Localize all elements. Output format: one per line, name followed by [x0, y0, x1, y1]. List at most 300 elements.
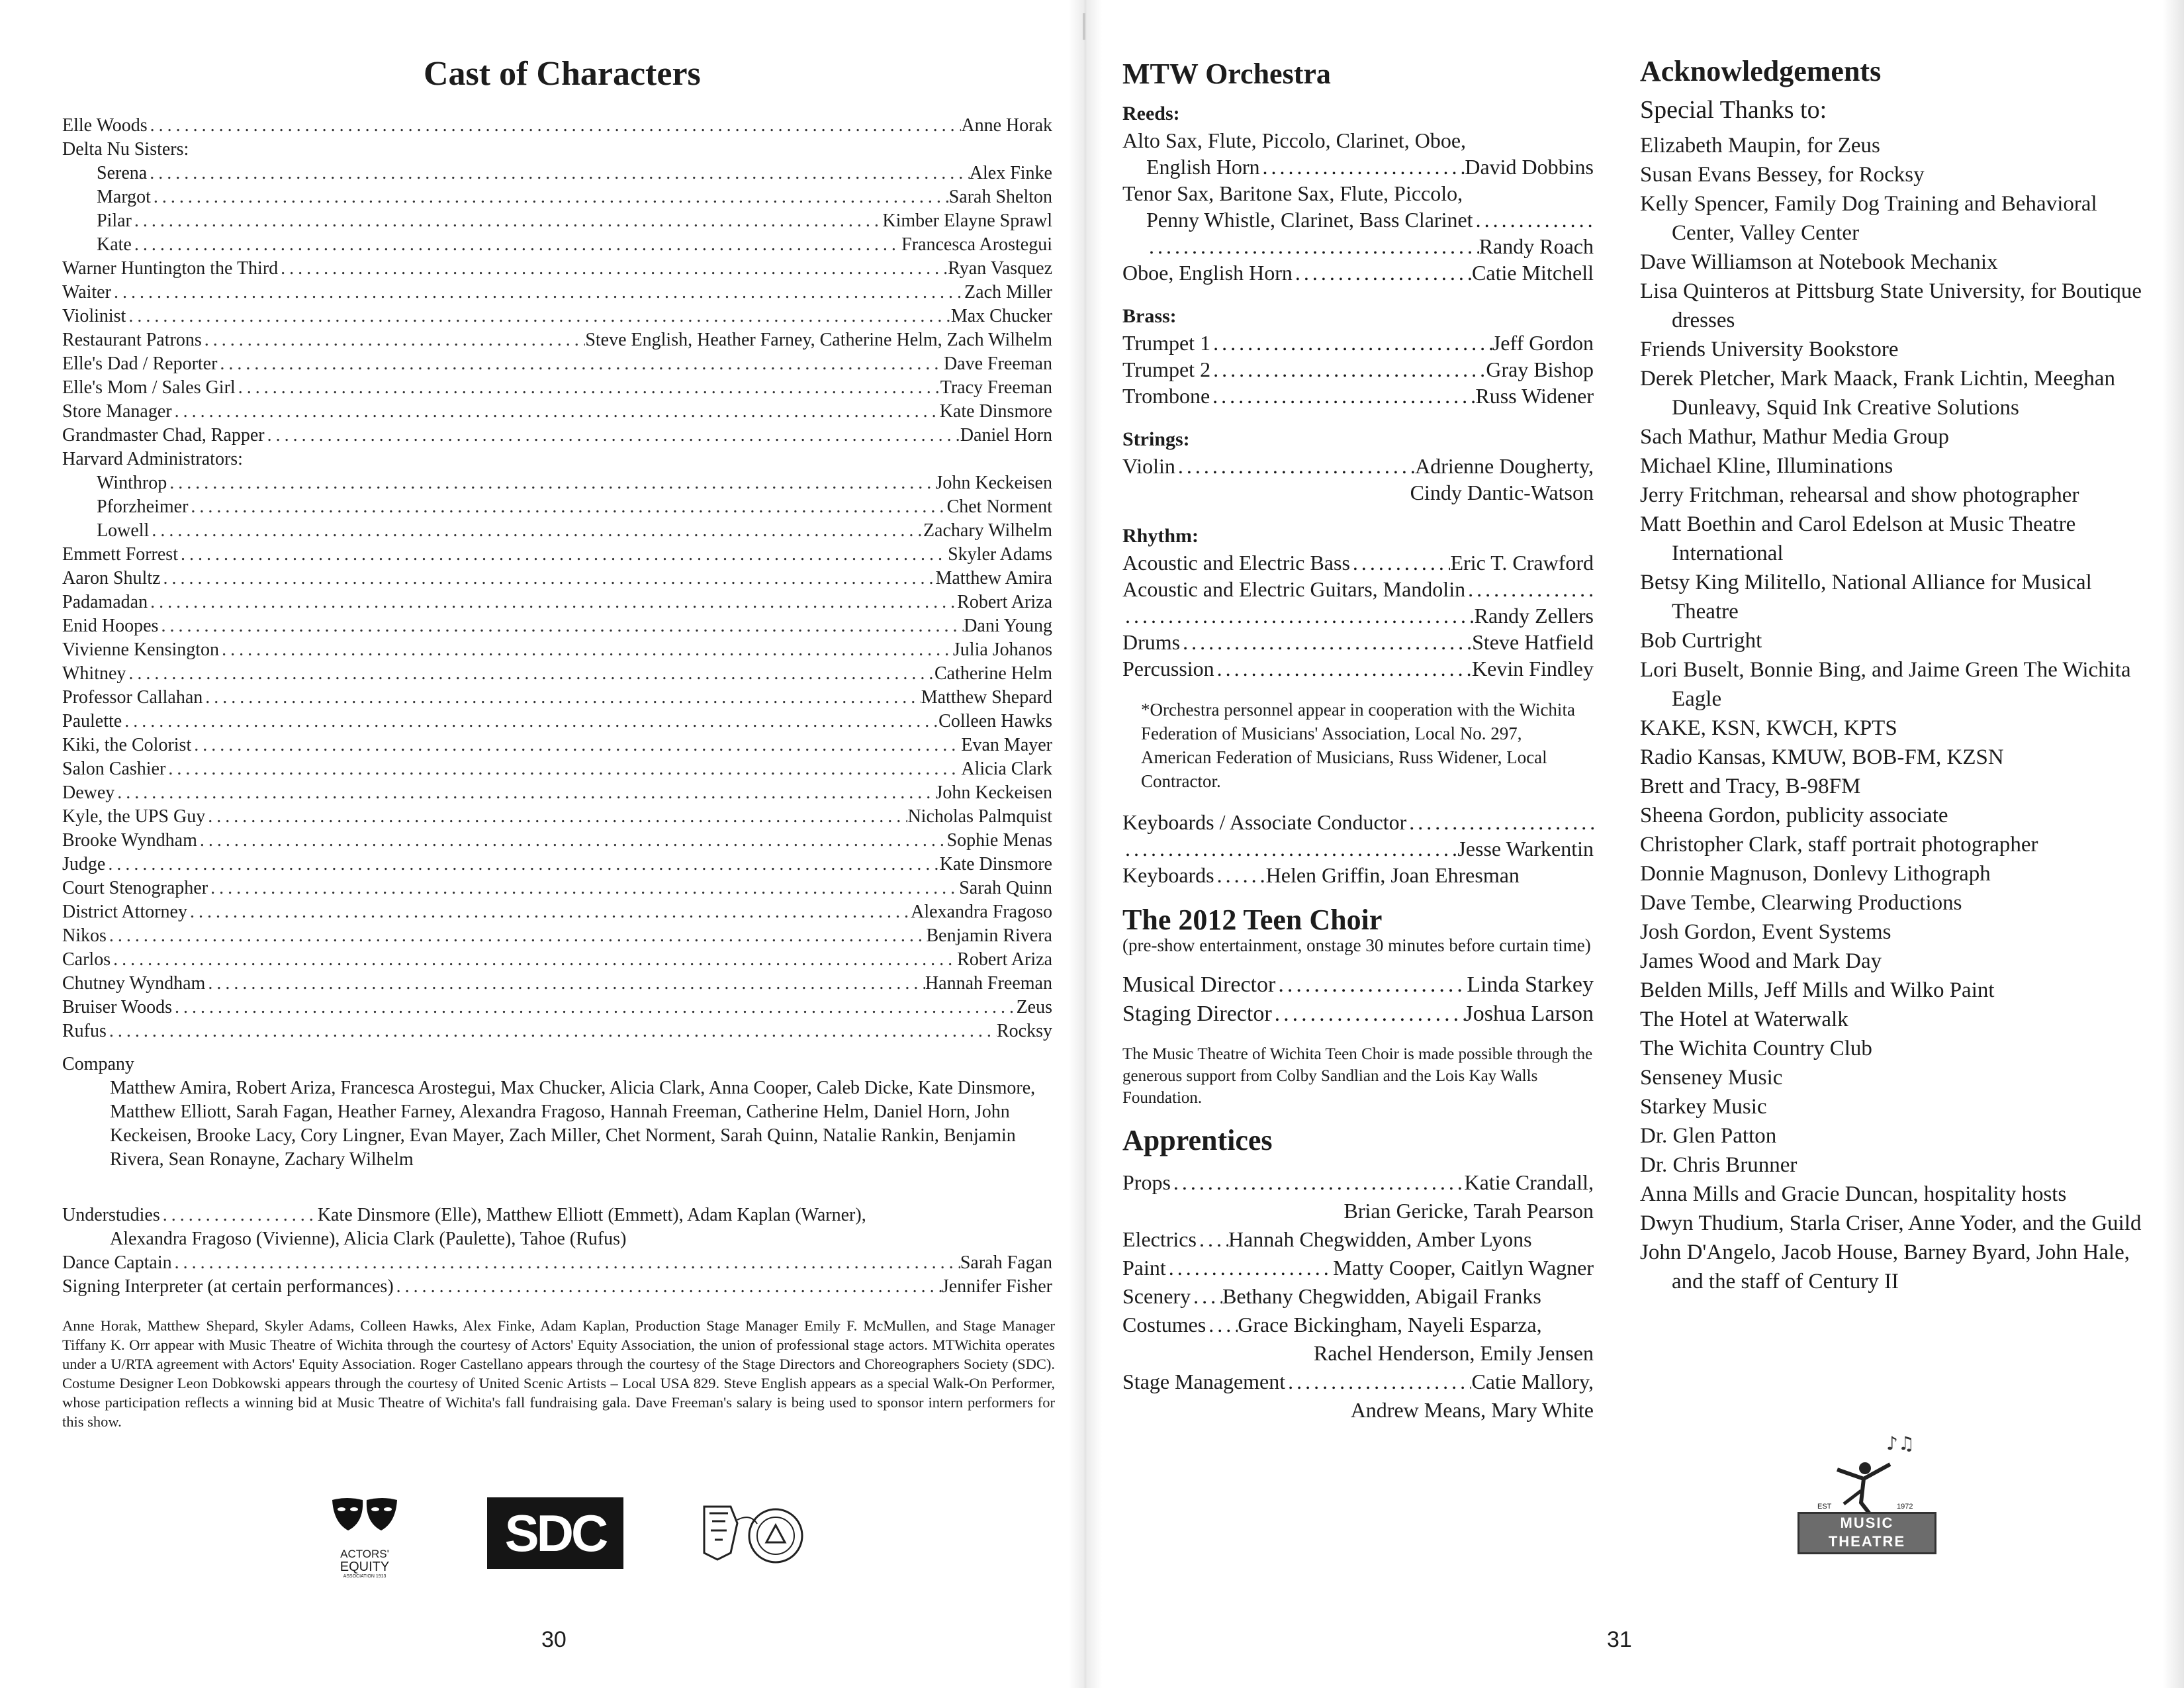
dot-leader [1197, 1225, 1228, 1254]
rhythm-label: Rhythm: [1122, 525, 1199, 547]
cast-row [62, 972, 1052, 996]
cast-actor: Julia Johanos [952, 639, 1052, 660]
cast-actor: Hannah Freeman [925, 973, 1052, 994]
cast-role: Whitney [62, 663, 126, 684]
role: Musical Director [1122, 972, 1276, 997]
acknowledgement-item: Derek Pletcher, Mark Maack, Frank Lichtin, Meeghan Dunleavy, Squid Ink Creative Solutions [1640, 367, 2116, 420]
cast-actor: Alexandra Fragoso [911, 902, 1052, 922]
acknowledgement-item: Matt Boethin and Carol Edelson at Music Theatre International [1640, 512, 2076, 565]
union-seal-icon [698, 1493, 810, 1568]
musician: Eric T. Crawford [1450, 551, 1594, 575]
acknowledgement-item: Elizabeth Maupin, for Zeus [1640, 134, 1880, 158]
company-label: Company [62, 1054, 134, 1074]
cast-role: Serena [97, 163, 148, 183]
role: Keyboards [1122, 863, 1214, 887]
acknowledgement-item: Josh Gordon, Event Systems [1640, 920, 1891, 944]
acknowledgement-item: Betsy King Militello, National Alliance for Musical Theatre [1640, 571, 2092, 624]
cast-actor: Evan Mayer [961, 735, 1052, 755]
cast-row [62, 328, 1052, 352]
actor: Jennifer Fisher [941, 1276, 1052, 1297]
dot-leader [1285, 1368, 1471, 1396]
dot-leader [1214, 655, 1472, 682]
cast-actor: Catherine Helm [934, 663, 1052, 684]
acknowledgement-item: Brett and Tracy, B-98FM [1640, 774, 1861, 798]
dot-leader [167, 471, 935, 495]
cast-row [62, 305, 1052, 328]
dot-leader [278, 257, 948, 281]
cast-actor: Chet Norment [946, 496, 1052, 517]
sdc-text: SDC [504, 1503, 606, 1562]
dot-leader [111, 281, 964, 305]
left-page [0, 0, 1085, 1688]
acknowledgement-item: Sach Mathur, Mathur Media Group [1640, 425, 1949, 449]
person: Grace Bickingham, Nayeli Esparza, [1238, 1313, 1542, 1336]
cast-row [62, 352, 1052, 376]
dance-captain-row [62, 1251, 1052, 1275]
cast-actor: Matthew Shepard [921, 687, 1052, 708]
cast-actor: John Keckeisen [935, 782, 1052, 803]
department: Paint [1122, 1256, 1166, 1280]
person: Linda Starkey [1467, 972, 1594, 997]
iatse-logo [698, 1493, 810, 1568]
teen-choir-note: The Music Theatre of Wichita Teen Choir is made possible through the generous support from Colby Sandlian and the Lois Kay Walls Foundation. [1122, 1045, 1593, 1107]
union-notes: Anne Horak, Matthew Shepard, Skyler Adams, Colleen Hawks, Alex Finke, Adam Kaplan, Production Stage Manager Emily F. McMullen, and Stage Manager Tiffany K. Orr appear with Music Theatre of Wichita through the courtesy of Actors' Equity Association, the union of professional stage actors. MTWichita operates under a U/RTA agreement with Actors' Equity Association. Roger Castellano appears through the courtesy of the Stage Directors and Choreographers Society (SDC). Costume Designer Leon Dobkowski appears through the courtesy of United Scenic Artists – Local USA 829. Steve English appears as a special Walk-On Performer, whose participation reflects a winning bid at Music Theatre of Wichita's fall fundraising gala. Dave Freeman's salary is being used to sponsor intern performers for this show. [62, 1317, 1055, 1430]
acknowledgement-item: Senseney Music [1640, 1066, 1783, 1090]
person: Matty Cooper, Caitlyn Wagner [1333, 1256, 1594, 1280]
cast-role: Emmett Forrest [62, 544, 178, 565]
company-names: Matthew Amira, Robert Ariza, Francesca Arostegui, Max Chucker, Alicia Clark, Anna Cooper, Caleb Dicke, Kate Dinsmore, Matthew Elliott, Sarah Fagan, Heather Farney, Alexandra Fragoso, Hannah Freeman, Catherine Helm, Daniel Horn, John Keckeisen, Brooke Lacy, Cory Lingner, Evan Mayer, Zach Miller, Chet Norment, Sarah Quinn, Natalie Rankin, Benjamin Rivera, Sean Ronayne, Zachary Wilhelm [110, 1078, 1036, 1170]
signing-row [62, 1275, 1052, 1299]
dot-leader [197, 829, 947, 853]
brass-row [1122, 356, 1594, 383]
cast-actor: Daniel Horn [960, 425, 1052, 445]
rhythm-row [1122, 602, 1594, 629]
dot-leader [148, 114, 962, 138]
musician: Helen Griffin, Joan Ehresman [1265, 863, 1520, 887]
dot-leader [132, 209, 883, 233]
cast-row [62, 829, 1052, 853]
role: Keyboards / Associate Conductor [1122, 810, 1407, 834]
cast-row [62, 757, 1052, 781]
cast-role: Paulette [62, 711, 122, 731]
dot-leader [205, 972, 925, 996]
logo-year: 1972 [1897, 1503, 1913, 1511]
dot-leader [1122, 835, 1457, 862]
cast-role: District Attorney [62, 902, 187, 922]
cast-role: Pilar [97, 211, 132, 231]
teen-choir-row [1122, 970, 1594, 1000]
acknowledgement-item: Belden Mills, Jeff Mills and Wilko Paint [1640, 978, 1995, 1002]
acknowledgement-item: James Wood and Mark Day [1640, 949, 1882, 973]
dot-leader [236, 376, 940, 400]
cast-row [62, 900, 1052, 924]
musician: Adrienne Dougherty, [1415, 454, 1594, 478]
brass-list [1122, 330, 1594, 409]
acknowledgement-item: Dr. Chris Brunner [1640, 1153, 1797, 1177]
music-theatre-wichita-logo [1797, 1430, 1936, 1567]
dot-leader [1473, 207, 1594, 233]
rhythm-row [1122, 549, 1594, 576]
dot-leader [105, 853, 939, 876]
cast-actor: Robert Ariza [957, 949, 1052, 970]
acknowledgement-item: The Wichita Country Club [1640, 1037, 1872, 1060]
dot-leader [1210, 383, 1475, 409]
person: Joshua Larson [1464, 1002, 1594, 1026]
dot-leader [394, 1275, 942, 1299]
cast-row [62, 543, 1052, 567]
role: Signing Interpreter (at certain performances) [62, 1276, 394, 1297]
cast-row [62, 471, 1052, 495]
cast-role: Grandmaster Chad, Rapper [62, 425, 265, 445]
cast-row [62, 686, 1052, 710]
department: Scenery [1122, 1284, 1191, 1308]
apprentices-list [1122, 1168, 1594, 1425]
dot-leader [187, 900, 911, 924]
musician: Jeff Gordon [1492, 331, 1594, 355]
cast-row [62, 1019, 1052, 1043]
cast-row [62, 233, 1052, 257]
person: Hannah Chegwidden, Amber Lyons [1228, 1227, 1532, 1251]
person: Bethany Chegwidden, Abigail Franks [1222, 1284, 1541, 1308]
dot-leader [1275, 970, 1467, 1000]
musician: Russ Widener [1475, 384, 1594, 408]
cast-row [62, 162, 1052, 185]
understudies-label: Understudies [62, 1205, 160, 1225]
orchestra-column [1122, 58, 1594, 1425]
acknowledgement-item: Bob Curtright [1640, 629, 1762, 653]
musician: Randy Zellers [1474, 604, 1594, 628]
dot-leader [208, 876, 959, 900]
cast-role: Dewey [62, 782, 115, 803]
person: Brian Gericke, Tarah Pearson [1343, 1199, 1594, 1223]
cast-row [62, 781, 1052, 805]
acknowledgement-item: Donnie Magnuson, Donlevy Lithograph [1640, 862, 1991, 886]
dot-leader [203, 686, 921, 710]
actor: Sarah Fagan [960, 1252, 1052, 1273]
dot-leader [107, 924, 927, 948]
cast-row [62, 185, 1052, 209]
cast-role: Bruiser Woods [62, 997, 173, 1017]
acknowledgement-item: John D'Angelo, Jacob House, Barney Byard, John Hale, and the staff of Century II [1640, 1241, 2130, 1293]
department: Props [1122, 1170, 1171, 1194]
cast-row [62, 948, 1052, 972]
dot-leader [151, 185, 949, 209]
cast-actor: Steve English, Heather Farney, Catherine Helm, Zach Wilhelm [585, 330, 1052, 350]
apprentice-row [1122, 1368, 1594, 1396]
cast-role: Brooke Wyndham [62, 830, 197, 851]
instrument: English Horn [1146, 155, 1260, 179]
orchestra-note: *Orchestra personnel appear in cooperation with the Wichita Federation of Musicians' Association, Local No. 297, American Federation of Musicians, Russ Widener, Local Contractor. [1141, 700, 1575, 791]
musician: Jesse Warkentin [1457, 837, 1594, 861]
musician: David Dobbins [1465, 155, 1594, 179]
dot-leader [217, 352, 944, 376]
brass-row [1122, 383, 1594, 409]
cast-row [62, 614, 1052, 638]
cast-row [62, 733, 1052, 757]
dot-leader [1350, 549, 1451, 576]
page-number-left: 30 [541, 1627, 567, 1652]
cast-actor: Max Chucker [950, 306, 1052, 326]
dot-leader [148, 590, 957, 614]
acknowledgement-item: Anna Mills and Gracie Duncan, hospitality hosts [1640, 1182, 2067, 1206]
strings-label: Strings: [1122, 428, 1190, 450]
keyboard-row [1122, 835, 1594, 862]
acknowledgement-item: Dave Tembe, Clearwing Productions [1640, 891, 1962, 915]
dot-leader [132, 233, 901, 257]
logo-banner [1797, 1512, 1936, 1567]
reeds-line: Tenor Sax, Baritone Sax, Flute, Piccolo, [1122, 181, 1463, 205]
dot-leader [158, 614, 964, 638]
person: Katie Crandall, [1464, 1170, 1594, 1194]
cast-actor: John Keckeisen [935, 473, 1052, 493]
cast-role: Store Manager [62, 401, 172, 422]
cast-role: Rufus [62, 1021, 107, 1041]
cast-row [62, 209, 1052, 233]
musician: Randy Roach [1479, 234, 1594, 258]
cast-role: Elle's Mom / Sales Girl [62, 377, 236, 398]
cast-role: Judge [62, 854, 106, 874]
musician: Gray Bishop [1486, 357, 1594, 381]
keyboard-row [1122, 809, 1594, 835]
cast-actor: Colleen Hawks [938, 711, 1052, 731]
instrument: Penny Whistle, Clarinet, Bass Clarinet [1146, 208, 1473, 232]
dot-leader [1146, 233, 1479, 259]
acknowledgement-item: Lori Buselt, Bonnie Bing, and Jaime Green The Wichita Eagle [1640, 658, 2131, 711]
company-section [62, 1053, 1055, 1172]
cast-row [62, 495, 1052, 519]
cast-row [62, 257, 1052, 281]
dot-leader [1180, 629, 1472, 655]
cast-actor: Francesca Arostegui [901, 234, 1052, 255]
rhythm-row [1122, 576, 1594, 602]
brass-label: Brass: [1122, 305, 1177, 327]
cast-group-heading: Delta Nu Sisters: [62, 139, 189, 160]
reeds-row [1122, 233, 1594, 259]
cast-actor: Kate Dinsmore [939, 854, 1052, 874]
cast-role: Salon Cashier [62, 759, 166, 779]
apprentice-row [1122, 1282, 1594, 1311]
cast-role: Chutney Wyndham [62, 973, 206, 994]
instrument: Trombone [1122, 384, 1210, 408]
dot-leader [172, 400, 940, 424]
cast-row [62, 400, 1052, 424]
cast-role: Vivienne Kensington [62, 639, 220, 660]
teen-choir-row [1122, 1000, 1594, 1029]
dot-leader [1214, 862, 1266, 888]
orchestra-title: MTW Orchestra [1122, 58, 1331, 90]
reeds-label: Reeds: [1122, 103, 1180, 124]
role: Dance Captain [62, 1252, 172, 1273]
right-page [1085, 0, 2184, 1688]
instrument: Percussion [1122, 657, 1214, 680]
cast-row [62, 519, 1052, 543]
rhythm-row [1122, 629, 1594, 655]
dot-leader [111, 948, 957, 972]
apprentice-row [1122, 1311, 1594, 1339]
acknowledgement-item: Jerry Fritchman, rehearsal and show photographer [1640, 483, 2079, 507]
reeds-row [1122, 154, 1594, 180]
instrument: Acoustic and Electric Guitars, Mandolin [1122, 577, 1466, 601]
cast-actor: Anne Horak [961, 115, 1052, 136]
acknowledgement-item: Sheena Gordon, publicity associate [1640, 804, 1948, 827]
acknowledgements-list [1640, 131, 2156, 1296]
strings-row [1122, 453, 1594, 479]
cast-role: Winthrop [97, 473, 167, 493]
acknowledgement-item: Radio Kansas, KMUW, BOB-FM, KZSN [1640, 745, 2004, 769]
cast-role: Court Stenographer [62, 878, 208, 898]
cast-role: Warner Huntington the Third [62, 258, 279, 279]
dot-leader [149, 519, 923, 543]
department: Stage Management [1122, 1370, 1286, 1393]
masks-icon [328, 1496, 401, 1545]
cast-role: Elle Woods [62, 115, 148, 136]
cast-actor: Skyler Adams [948, 544, 1052, 565]
dot-leader [178, 543, 948, 567]
cast-actor: Zachary Wilhelm [923, 520, 1052, 541]
dot-leader [122, 710, 938, 733]
cast-row [62, 424, 1052, 447]
acknowledgement-item: Kelly Spencer, Family Dog Training and Behavioral Center, Valley Center [1640, 192, 2097, 245]
cast-actor: Ryan Vasquez [948, 258, 1052, 279]
cast-row [62, 853, 1052, 876]
acknowledgement-item: Friends University Bookstore [1640, 338, 1899, 361]
acknowledgement-item: Dave Williamson at Notebook Mechanix [1640, 250, 1998, 274]
dot-leader [1260, 154, 1465, 180]
dot-leader [165, 757, 961, 781]
dot-leader [1171, 1168, 1465, 1197]
dot-leader [202, 328, 586, 352]
cast-actor: Tracy Freeman [940, 377, 1052, 398]
svg-text:♪♫: ♪♫ [1886, 1432, 1915, 1454]
dot-leader [1465, 576, 1594, 602]
understudies-rest: Alexandra Fragoso (Vivienne), Alicia Clark (Paulette), Tahoe (Rufus) [110, 1229, 627, 1249]
cast-row [62, 876, 1052, 900]
cast-row [62, 638, 1052, 662]
acknowledgements-column [1640, 55, 2156, 1296]
understudies-row [62, 1203, 1052, 1227]
cast-actor: Benjamin Rivera [926, 925, 1052, 946]
cast-role: Elle's Dad / Reporter [62, 353, 218, 374]
cast-row [62, 710, 1052, 733]
cast-role: Waiter [62, 282, 111, 303]
cast-actor: Dani Young [964, 616, 1052, 636]
person: Andrew Means, Mary White [1350, 1398, 1594, 1422]
page-number-right: 31 [1607, 1627, 1632, 1652]
dot-leader [160, 1203, 318, 1227]
cast-role: Pforzheimer [97, 496, 189, 517]
understudies-section [62, 1203, 1052, 1299]
cast-role: Enid Hoopes [62, 616, 159, 636]
cast-row [62, 376, 1052, 400]
acknowledgement-item: Michael Kline, Illuminations [1640, 454, 1893, 478]
dot-leader [161, 567, 936, 590]
apprentice-row [1122, 1168, 1594, 1197]
department: Electrics [1122, 1227, 1197, 1251]
cast-actor: Nicholas Palmquist [907, 806, 1052, 827]
cast-actor: Rocksy [997, 1021, 1052, 1041]
musician: Catie Mitchell [1472, 261, 1594, 285]
dot-leader [107, 1019, 997, 1043]
musician: Kevin Findley [1472, 657, 1594, 680]
teen-choir-title: The 2012 Teen Choir [1122, 904, 1383, 936]
cast-row [62, 924, 1052, 948]
apprentices-title: Apprentices [1122, 1124, 1273, 1156]
dot-leader [1175, 453, 1415, 479]
cast-role: Restaurant Patrons [62, 330, 202, 350]
acknowledgement-item: Dwyn Thudium, Starla Criser, Anne Yoder, and the Guild [1640, 1211, 2142, 1235]
person: Catie Mallory, [1471, 1370, 1594, 1393]
cast-row [62, 590, 1052, 614]
instrument: Acoustic and Electric Bass [1122, 551, 1350, 575]
acknowledgements-subtitle: Special Thanks to: [1640, 96, 1827, 124]
instrument: Trumpet 1 [1122, 331, 1211, 355]
dot-leader [126, 305, 950, 328]
cast-actor: Alicia Clark [961, 759, 1052, 779]
cast-role: Violinist [62, 306, 126, 326]
cast-row [62, 662, 1052, 686]
dot-leader [1210, 356, 1486, 383]
musician: Cindy Dantic-Watson [1410, 481, 1594, 504]
dot-leader [126, 662, 934, 686]
dot-leader [147, 162, 970, 185]
cast-list [62, 114, 1052, 1043]
cast-role: Carlos [62, 949, 111, 970]
cast-actor: Sarah Quinn [959, 878, 1052, 898]
acknowledgements-title: Acknowledgements [1640, 55, 1882, 87]
cast-row [62, 996, 1052, 1019]
cast-row [62, 114, 1052, 138]
dot-leader [1272, 1000, 1465, 1029]
cast-group-heading: Harvard Administrators: [62, 449, 243, 469]
cast-actor: Robert Ariza [957, 592, 1052, 612]
dot-leader [191, 733, 961, 757]
reeds-row [1122, 207, 1594, 233]
cast-actor: Alex Finke [969, 163, 1052, 183]
cast-actor: Kate Dinsmore [939, 401, 1052, 422]
cast-row [62, 281, 1052, 305]
cast-role: Nikos [62, 925, 107, 946]
instrument: Oboe, English Horn [1122, 261, 1293, 285]
cast-role: Margot [97, 187, 151, 207]
brass-row [1122, 330, 1594, 356]
cast-actor: Zeus [1016, 997, 1052, 1017]
equity-line3: ASSOCIATION 1913 [343, 1574, 387, 1579]
dot-leader [172, 996, 1017, 1019]
cast-row [62, 805, 1052, 829]
cast-role: Padamadan [62, 592, 148, 612]
actors-equity-logo [328, 1496, 401, 1579]
acknowledgement-item: Susan Evans Bessey, for Rocksy [1640, 163, 1925, 187]
cast-actor: Dave Freeman [943, 353, 1052, 374]
instrument: Drums [1122, 630, 1181, 654]
cast-role: Lowell [97, 520, 150, 541]
logo-line2: WICHITA [1832, 1552, 1902, 1567]
department: Costumes [1122, 1313, 1206, 1336]
cast-actor: Sarah Shelton [948, 187, 1052, 207]
dot-leader [1210, 330, 1492, 356]
cast-row [62, 567, 1052, 590]
reeds-line: Alto Sax, Flute, Piccolo, Clarinet, Oboe, [1122, 128, 1467, 152]
logo-est: EST [1817, 1503, 1832, 1511]
reeds-row [1122, 259, 1594, 286]
cast-title: Cast of Characters [424, 55, 701, 93]
dot-leader [1122, 602, 1475, 629]
acknowledgement-item: KAKE, KSN, KWCH, KPTS [1640, 716, 1897, 740]
dot-leader [265, 424, 960, 447]
cast-actor: Zach Miller [964, 282, 1052, 303]
acknowledgement-item: Starkey Music [1640, 1095, 1767, 1119]
dot-leader [172, 1251, 960, 1275]
